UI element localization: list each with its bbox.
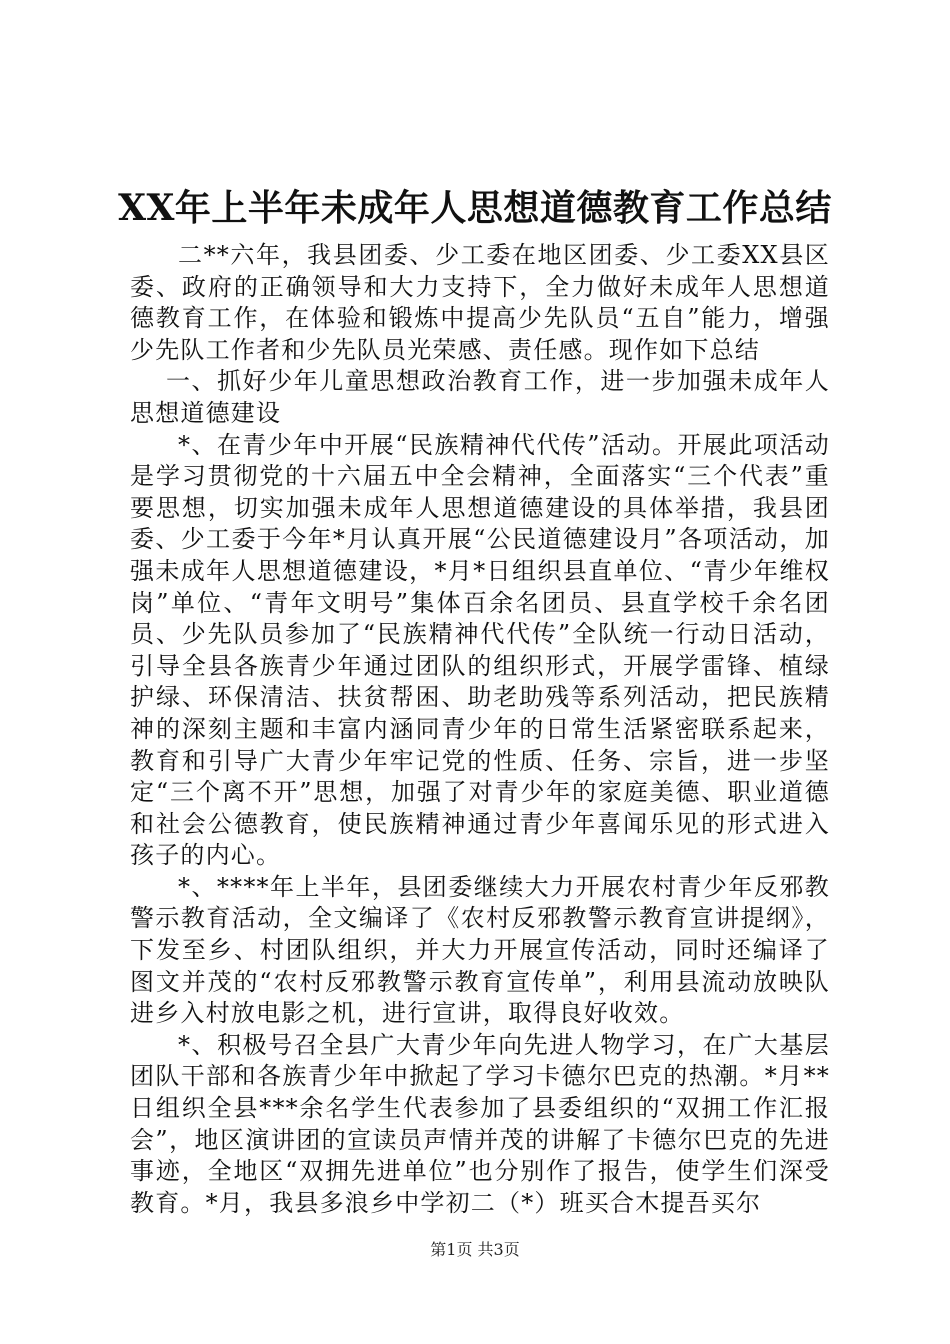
body-paragraph-1: *、在青少年中开展“民族精神代代传”活动。开展此项活动是学习贯彻党的十六届五中全会精神，全面落实“三个代表”重要思想，切实加强未成年人思想道德建设的具体举措，我县团委、少工委于今年*月认真开展“公民道德建设月”各项活动，加强未成年人思想道德建设，*月*日组织县直单位、“青少年维权岗”单位、“青年文明号”集体百余名团员、县直学校千余名团员、少先队员参加了“民族精神代代传”全队统一行动日活动，引导全县各族青少年通过团队的组织形式，开展学雷锋、植绿护绿、环保清洁、扶贫帮困、助老助残等系列活动，把民族精神的深刻主题和丰富内涵同青少年的日常生活紧密联系起来，教育和引导广大青少年牢记党的性质、任务、宗旨，进一步坚定“三个离不开”思想，加强了对青少年的家庭美德、职业道德和社会公德教育，使民族精神通过青少年喜闻乐见的形式进入孩子的内心。	[130, 430, 830, 870]
intro-paragraph: 二**六年，我县团委、少工委在地区团委、少工委XX县区委、政府的正确领导和大力支持下，全力做好未成年人思想道德教育工作，在体验和锻炼中提高少先队员“五自”能力，增强少先队工作者和少先队员光荣感、责任感。现作如下总结	[130, 241, 830, 364]
page-number-footer: 第1页 共3页	[430, 1240, 520, 1259]
body-paragraph-3: *、积极号召全县广大青少年向先进人物学习，在广大基层团队干部和各族青少年中掀起了学习卡德尔巴克的热潮。*月**日组织全县***余名学生代表参加了县委组织的“双拥工作汇报会”，地区演讲团的宣读员声情并茂的讲解了卡德尔巴克的先进事迹，全地区“双拥先进单位”也分别作了报告，使学生们深受教育。*月，我县多浪乡中学初二（*）班买合木提吾买尔	[130, 1030, 830, 1217]
document-body	[130, 240, 830, 1219]
document-title: XX年上半年未成年人思想道德教育工作总结	[118, 187, 832, 229]
body-paragraph-2: *、****年上半年，县团委继续大力开展农村青少年反邪教警示教育活动，全文编译了《农村反邪教警示教育宣讲提纲》，下发至乡、村团队组织，并大力开展宣传活动，同时还编译了图文并茂的“农村反邪教警示教育宣传单”，利用县流动放映队进乡入村放电影之机，进行宣讲，取得良好收效。	[130, 872, 830, 1028]
section-heading-1: 一、抓好少年儿童思想政治教育工作，进一步加强未成年人思想道德建设	[130, 367, 830, 427]
